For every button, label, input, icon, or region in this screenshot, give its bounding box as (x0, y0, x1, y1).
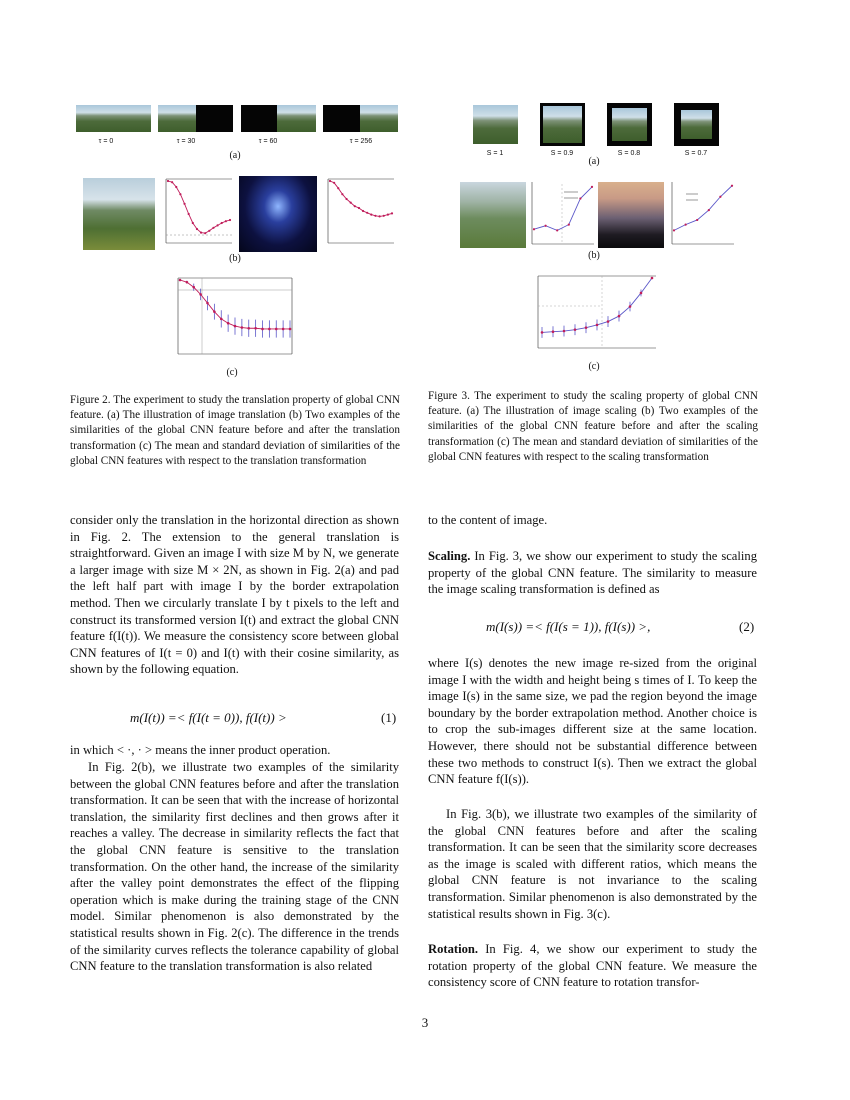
left-para-2: in which < ·, · > means the inner product operation. (70, 743, 331, 757)
fig3b-chart-1 (528, 180, 596, 250)
rotation-section (428, 941, 757, 991)
data-point (391, 212, 393, 214)
data-point (563, 330, 566, 333)
translation-label: τ = 0 (98, 138, 114, 145)
fig3b-mountain-photo (460, 182, 526, 248)
data-point (217, 224, 219, 226)
data-point (337, 187, 339, 189)
scale-frame-s09 (540, 103, 585, 146)
data-point (220, 318, 223, 321)
figure-2c-label: (c) (226, 367, 238, 378)
data-point (254, 327, 257, 330)
data-point (206, 302, 209, 305)
scaling-heading: Scaling. (428, 549, 471, 563)
data-point (568, 224, 570, 226)
data-point (374, 215, 376, 217)
data-point (545, 225, 547, 227)
translation-label: τ = 30 (176, 138, 196, 145)
data-point (350, 202, 352, 204)
fig3b-chart-2 (668, 180, 736, 250)
data-point (171, 181, 173, 183)
scale-frame-s07 (674, 103, 719, 146)
series-line (168, 181, 230, 233)
translation-label: τ = 256 (349, 138, 373, 145)
fig2b-chart-1 (160, 175, 235, 251)
data-point (387, 214, 389, 216)
data-point (591, 186, 593, 188)
data-point (196, 228, 198, 230)
data-point (241, 326, 244, 329)
data-point (333, 182, 335, 184)
data-point (651, 277, 654, 280)
data-point (268, 328, 271, 331)
equation-1: m(I(t)) =< f(I(t = 0)), f(I(t)) > (130, 710, 287, 725)
right-para-fig3b: In Fig. 3(b), we illustrate two examples of the similarity of the global CNN features before and after the scaling transformation. It can be seen that the similarity score decreases as the image is scaled with different ratios, which means the global CNN feature is not invariance to the scaling transformation. Similar phenomenon is also demonstrated by the statistical results shown in Fig. 3(c). (428, 807, 757, 921)
data-point (179, 279, 182, 282)
data-point (225, 220, 227, 222)
data-point (585, 326, 588, 329)
scale-image-s1 (473, 105, 518, 144)
figure-3-caption: Figure 3. The experiment to study the scaling property of global CNN feature. (a) The illustration of image scaling (b) Two examples of the similarities of the global CNN feature before and after the scaling transformation (c) The mean and standard deviation of similarities of the global CNN features with respect to the scaling transformation (428, 390, 758, 463)
data-point (533, 228, 535, 230)
scale-label: S = 0.8 (617, 150, 641, 157)
data-point (229, 219, 231, 221)
data-point (213, 310, 216, 313)
data-point (212, 227, 214, 229)
fig2b-mountain-photo (83, 178, 155, 250)
data-point (329, 180, 331, 182)
data-point (556, 229, 558, 231)
data-point (221, 222, 223, 224)
data-point (618, 315, 621, 318)
figure-3a-label: (a) (588, 156, 600, 167)
data-point (358, 207, 360, 209)
data-point (596, 324, 599, 327)
right-para-0: to the content of image. (428, 513, 548, 527)
page-number: 3 (421, 1015, 429, 1030)
data-point (574, 328, 577, 331)
scale-label: S = 1 (486, 150, 504, 157)
data-point (261, 328, 264, 331)
data-point (183, 203, 185, 205)
data-point (282, 328, 285, 331)
data-point (204, 232, 206, 234)
data-point (227, 322, 230, 325)
data-point (192, 286, 195, 289)
data-point (370, 214, 372, 216)
data-point (383, 215, 385, 217)
scaling-para: In Fig. 3, we show our experiment to study the scaling property of the global CNN feature. The similarity to measure the image scaling transformation is defined as (428, 549, 757, 597)
series-line (534, 187, 592, 231)
data-point (179, 193, 181, 195)
data-point (379, 215, 381, 217)
translation-black-pad (323, 105, 360, 132)
data-point (208, 230, 210, 232)
fig3b-sunset-photo (598, 182, 664, 248)
data-point (200, 232, 202, 234)
data-point (188, 213, 190, 215)
data-point (629, 305, 632, 308)
data-point (199, 293, 202, 296)
data-point (234, 325, 237, 328)
data-point (685, 224, 687, 226)
data-point (167, 180, 169, 182)
translation-image-t0 (76, 105, 151, 132)
scale-frame-s08 (607, 103, 652, 146)
equation-1-number: (1) (381, 710, 397, 725)
data-point (362, 210, 364, 212)
data-point (731, 185, 733, 187)
data-point (673, 229, 675, 231)
data-point (345, 198, 347, 200)
scale-label: S = 0.7 (684, 150, 708, 157)
rotation-heading: Rotation. (428, 942, 479, 956)
data-point (607, 320, 610, 323)
data-point (579, 197, 581, 199)
data-point (719, 196, 721, 198)
data-point (366, 212, 368, 214)
left-para-3: In Fig. 2(b), we illustrate two examples of the similarity between the global CNN features before and after the translation transformation. It can be seen that with the increase of horizontal translation, the similarity first declines and then grows after it reaches a valley. The decrease in similarity reflects the fact that the global CNN feature is sensitive to the translation transformation. On the other hand, the increase of the similarity after the valley point demonstrates the effect of the flipping operation which is make during the training stage of the CNN model. Similar phenomenon is also demonstrated by the statistical results shown in Fig. 2(c). The difference in the trends of the similarity curves reflects the tolerance capability of global CNN feature to the translation transformation is also related (70, 760, 399, 974)
data-point (708, 209, 710, 211)
data-point (186, 281, 189, 284)
fig2b-chart-2 (322, 175, 397, 251)
figure-3c-label: (c) (588, 361, 600, 372)
figure-2a-label: (a) (229, 150, 241, 161)
data-point (275, 328, 278, 331)
equation-2: m(I(s)) =< f(I(s = 1)), f(I(s)) >, (486, 619, 651, 634)
translation-black-pad (241, 105, 277, 132)
fig3c-chart (532, 270, 660, 360)
data-point (541, 331, 544, 334)
data-point (341, 193, 343, 195)
scale-label: S = 0.9 (550, 150, 574, 157)
translation-black-pad (196, 105, 233, 132)
translation-label: τ = 60 (258, 138, 278, 145)
figure-2-caption: Figure 2. The experiment to study the translation property of global CNN feature. (a) The illustration of image translation (b) Two examples of the similarities of the global CNN feature before and after the translation transformation (c) The mean and standard deviation of similarities of the global CNN features with respect to the translation transformation (70, 394, 400, 467)
data-point (289, 328, 292, 331)
data-point (192, 222, 194, 224)
data-point (552, 330, 555, 333)
fig2c-chart (168, 274, 298, 366)
figure-3b-label: (b) (588, 250, 600, 261)
data-point (354, 205, 356, 207)
right-para-where: where I(s) denotes the new image re-sized from the original image I with the width and height being s times of I. To keep the image I(s) in the same size, we pad the region beyond the image boundary by the border extrapolation method. Another choice is to crop the sub-images different size at the same location. However, there should not be substantial difference between these two methods to construct I(s). Then we extract the global CNN feature f(I(s)). (428, 656, 757, 787)
fig2b-night-photo (239, 176, 317, 252)
series-line (330, 181, 392, 216)
rotation-para: In Fig. 4, we show our experiment to study the rotation property of the global CNN feature. We measure the consistency score of CNN feature to rotation transfor- (428, 942, 758, 990)
equation-2-number: (2) (739, 619, 755, 634)
left-para-1: consider only the translation in the horizontal direction as shown in Fig. 2. The extension to the general translation is straightforward. Given an image I with size M by N, we generate a larger image with size M × 2N, as shown in Fig. 2(a) and pad the left half part with image I by the border extrapolation method. Then we circularly translate I by t pixels to the left and construct its transformed version I(t) and extract the global CNN feature f(I(t)). We measure the consistency score between global CNN features of I(t = 0) and I(t) with their cosine similarity, as shown by the following equation. (70, 513, 399, 677)
data-point (696, 219, 698, 221)
series-line (674, 186, 732, 231)
data-point (175, 186, 177, 188)
scaling-section (428, 548, 757, 598)
figure-2b-label: (b) (229, 253, 241, 264)
data-point (247, 327, 250, 330)
data-point (640, 292, 643, 295)
